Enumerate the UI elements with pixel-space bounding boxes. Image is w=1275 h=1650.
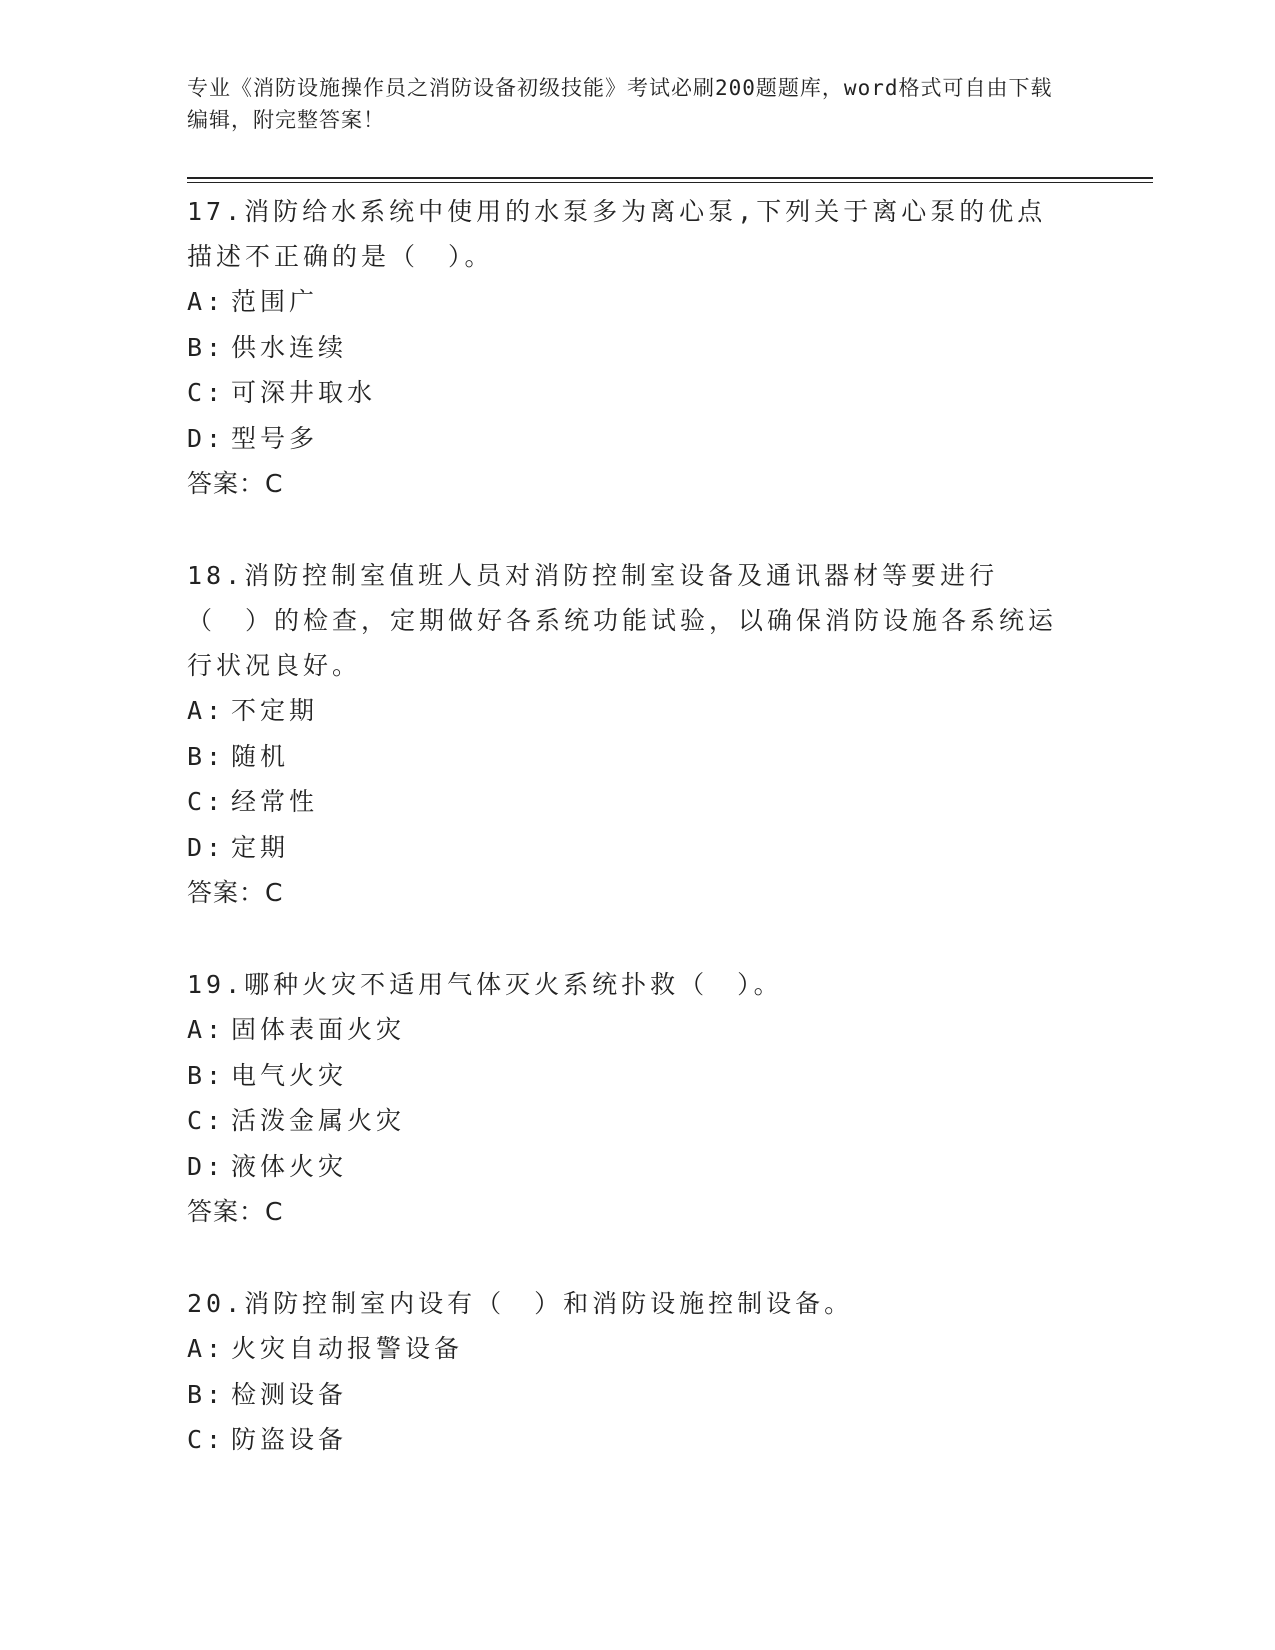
option-text: 范围广 [231,287,319,316]
option-letter: C: [187,1106,226,1135]
option-text: 液体火灾 [231,1151,348,1181]
option-letter: B: [187,1379,226,1409]
option-text: 火灾自动报警设备 [231,1334,464,1363]
option-letter: A: [187,1334,226,1363]
option-text: 不定期 [231,696,319,725]
option-d [187,825,1057,871]
option-text: 电气火灾 [231,1060,348,1090]
option-text: 型号多 [231,423,319,453]
option-letter: C: [187,378,226,407]
question-stem: 19.哪种火灾不适用气体灭火系统扑救（ ）。 [187,970,783,999]
option-letter: B: [187,1060,226,1090]
header-divider-thin [187,182,1153,183]
option-text: 定期 [231,832,290,862]
option-letter: B: [187,332,226,362]
option-b [187,1053,1057,1099]
option-letter: C: [187,787,226,816]
option-letter: B: [187,741,226,771]
option-letter: D: [187,832,226,862]
option-letter: D: [187,423,226,453]
option-c [187,779,1057,825]
option-text: 可深井取水 [231,378,377,407]
option-c [187,1417,1057,1463]
question-stem: 20.消防控制室内设有（ ）和消防设施控制设备。 [187,1289,854,1318]
option-text: 活泼金属火灾 [231,1106,406,1135]
option-a [187,688,1057,734]
option-letter: A: [187,287,226,316]
option-text: 经常性 [231,787,319,816]
option-b [187,734,1057,780]
answer-line: 答案：C [187,878,284,907]
option-c [187,1098,1057,1144]
question-19 [187,962,1057,1234]
option-d [187,1144,1057,1190]
question-18 [187,553,1057,915]
header-divider-thick [187,177,1153,179]
option-text: 固体表面火灾 [231,1015,406,1044]
option-text: 随机 [231,741,290,771]
option-b [187,325,1057,371]
option-d [187,416,1057,462]
document-header: 专业《消防设施操作员之消防设备初级技能》考试必刷200题题库，word格式可自由下载编辑，附完整答案！ [187,76,1053,132]
option-c [187,370,1057,416]
option-letter: A: [187,696,226,725]
option-letter: A: [187,1015,226,1044]
option-a [187,1007,1057,1053]
question-17 [187,189,1057,506]
question-20 [187,1281,1057,1463]
option-letter: C: [187,1425,226,1454]
option-text: 供水连续 [231,332,348,362]
option-text: 防盗设备 [231,1425,348,1454]
option-a [187,279,1057,325]
question-stem: 17.消防给水系统中使用的水泵多为离心泵,下列关于离心泵的优点描述不正确的是（ ）。 [187,197,1047,271]
option-letter: D: [187,1151,226,1181]
option-b [187,1372,1057,1418]
answer-line: 答案：C [187,469,284,498]
answer-line: 答案：C [187,1197,284,1226]
question-stem: 18.消防控制室值班人员对消防控制室设备及通讯器材等要进行（ ）的检查，定期做好各系统功能试验，以确保消防设施各系统运行状况良好。 [187,561,1058,680]
option-a [187,1326,1057,1372]
option-text: 检测设备 [231,1379,348,1409]
